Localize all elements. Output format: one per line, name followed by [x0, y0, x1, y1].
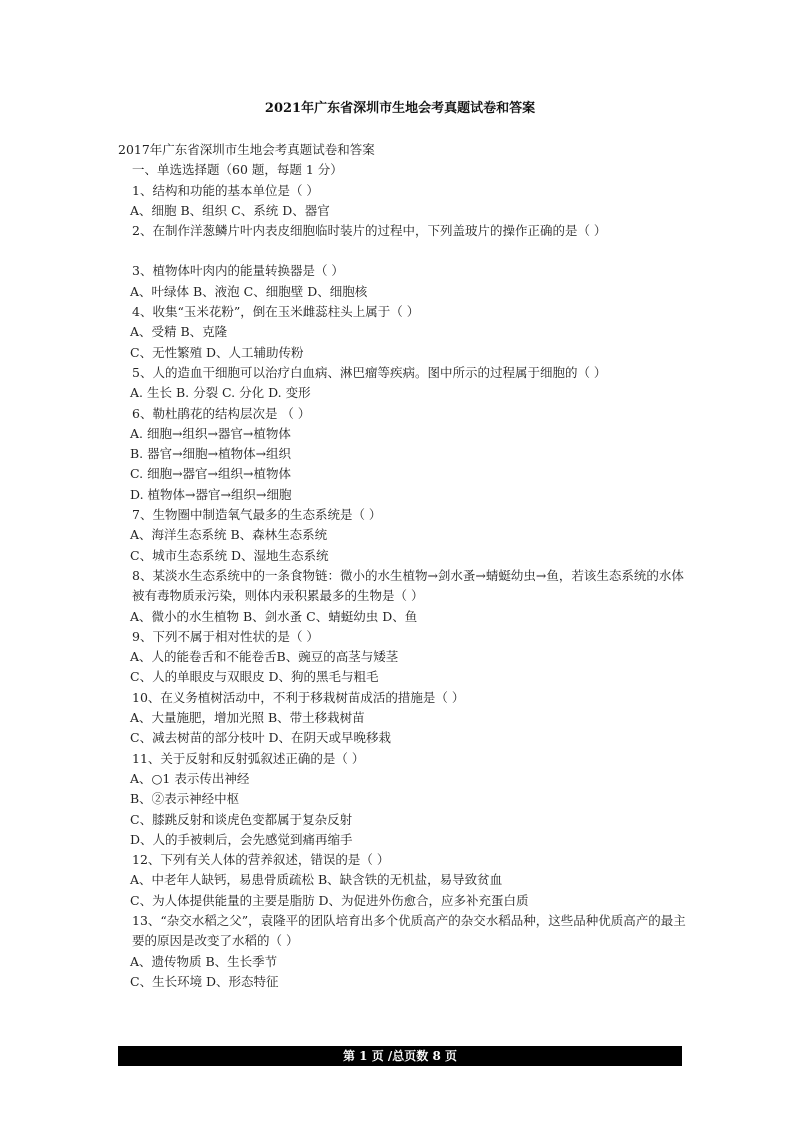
option-line: A、遗传物质 B、生长季节: [130, 953, 278, 969]
option-line: A、细胞 B、组织 C、系统 D、器官: [130, 202, 330, 218]
option-line: B. 器官→细胞→植物体→组织: [130, 446, 292, 462]
page-title: 2021年广东省深圳市生地会考真题试卷和答案: [264, 101, 536, 116]
option-line: D. 植物体→器官→组织→细胞: [130, 486, 292, 502]
option-line: A、海洋生态系统 B、森林生态系统: [130, 527, 328, 543]
option-line: C、生长环境 D、形态特征: [130, 973, 279, 989]
question-line: 2、在制作洋葱鳞片叶内表皮细胞临时装片的过程中，下列盖玻片的操作正确的是（ ）: [132, 223, 607, 239]
question-line: 9、下列不属于相对性状的是（ ）: [132, 628, 319, 644]
option-line: A、中老年人缺钙，易患骨质疏松 B、缺含铁的无机盐，易导致贫血: [130, 872, 503, 888]
question-line: 13、“杂交水稻之父”，袁隆平的团队培育出多个优质高产的杂交水稻品种，这些品种优质高产的最主要的原因是改变了水稻的（ ）: [132, 912, 686, 949]
section-heading: 一、单选选择题（60 题，每题 1 分）: [132, 162, 343, 178]
question-line: 4、收集“玉米花粉”，倒在玉米雌蕊柱头上属于（ ）: [132, 304, 420, 320]
question-line: 8、某淡水生态系统中的一条食物链：微小的水生植物→剑水蚤→蜻蜓幼虫→鱼，若该生态系统的水体被有毒物质汞污染，则体内汞积累最多的生物是（ ）: [132, 567, 684, 604]
blank-line: [118, 241, 688, 261]
option-line: A. 细胞→组织→器官→植物体: [130, 425, 291, 441]
option-line: D、人的手被刺后，会先感觉到痛再缩手: [130, 831, 353, 847]
question-line: 10、在义务植树活动中，不利于移栽树苗成活的措施是（ ）: [132, 689, 465, 705]
option-line: A、微小的水生植物 B、剑水蚤 C、蜻蜓幼虫 D、鱼: [130, 608, 418, 624]
option-line: A、大量施肥，增加光照 B、带土移栽树苗: [130, 710, 365, 726]
option-line: A、受精 B、克隆: [130, 324, 228, 340]
question-line: 7、生物圈中制造氧气最多的生态系统是（ ）: [132, 507, 382, 523]
option-line: C、减去树苗的部分枝叶 D、在阴天或早晚移栽: [130, 730, 392, 746]
question-line: 6、勒杜鹃花的结构层次是 （ ）: [132, 405, 311, 421]
question-line: 1、结构和功能的基本单位是（ ）: [132, 182, 319, 198]
doc-line: 2017年广东省深圳市生地会考真题试卷和答案: [118, 142, 375, 157]
question-line: 5、人的造血干细胞可以治疗白血病、淋巴瘤等疾病。图中所示的过程属于细胞的（ ）: [132, 364, 607, 380]
option-line: C. 细胞→器官→组织→植物体: [130, 466, 291, 482]
option-line: C、人的单眼皮与双眼皮 D、狗的黑毛与粗毛: [130, 669, 379, 685]
option-line: A、○1 表示传出神经: [130, 770, 250, 786]
page-footer: 第 1 页 /总页数 8 页: [118, 1046, 682, 1066]
option-line: B、②表示神经中枢: [130, 791, 240, 807]
option-line: C、无性繁殖 D、人工辅助传粉: [130, 344, 304, 360]
option-line: C、城市生态系统 D、湿地生态系统: [130, 547, 329, 563]
option-line: C、为人体提供能量的主要是脂肪 D、为促进外伤愈合，应多补充蛋白质: [130, 892, 529, 908]
question-line: 3、植物体叶肉内的能量转换器是（ ）: [132, 263, 344, 279]
option-line: A、人的能卷舌和不能卷舌B、豌豆的高茎与矮茎: [130, 649, 399, 665]
option-line: A. 生长 B. 分裂 C. 分化 D. 变形: [130, 385, 311, 401]
option-line: A、叶绿体 B、液泡 C、细胞壁 D、细胞核: [130, 283, 368, 299]
document-body: [118, 140, 688, 992]
option-line: C、膝跳反射和谈虎色变都属于复杂反射: [130, 811, 353, 827]
question-line: 11、关于反射和反射弧叙述正确的是（ ）: [132, 750, 365, 766]
question-line: 12、下列有关人体的营养叙述，错误的是（ ）: [132, 852, 390, 868]
